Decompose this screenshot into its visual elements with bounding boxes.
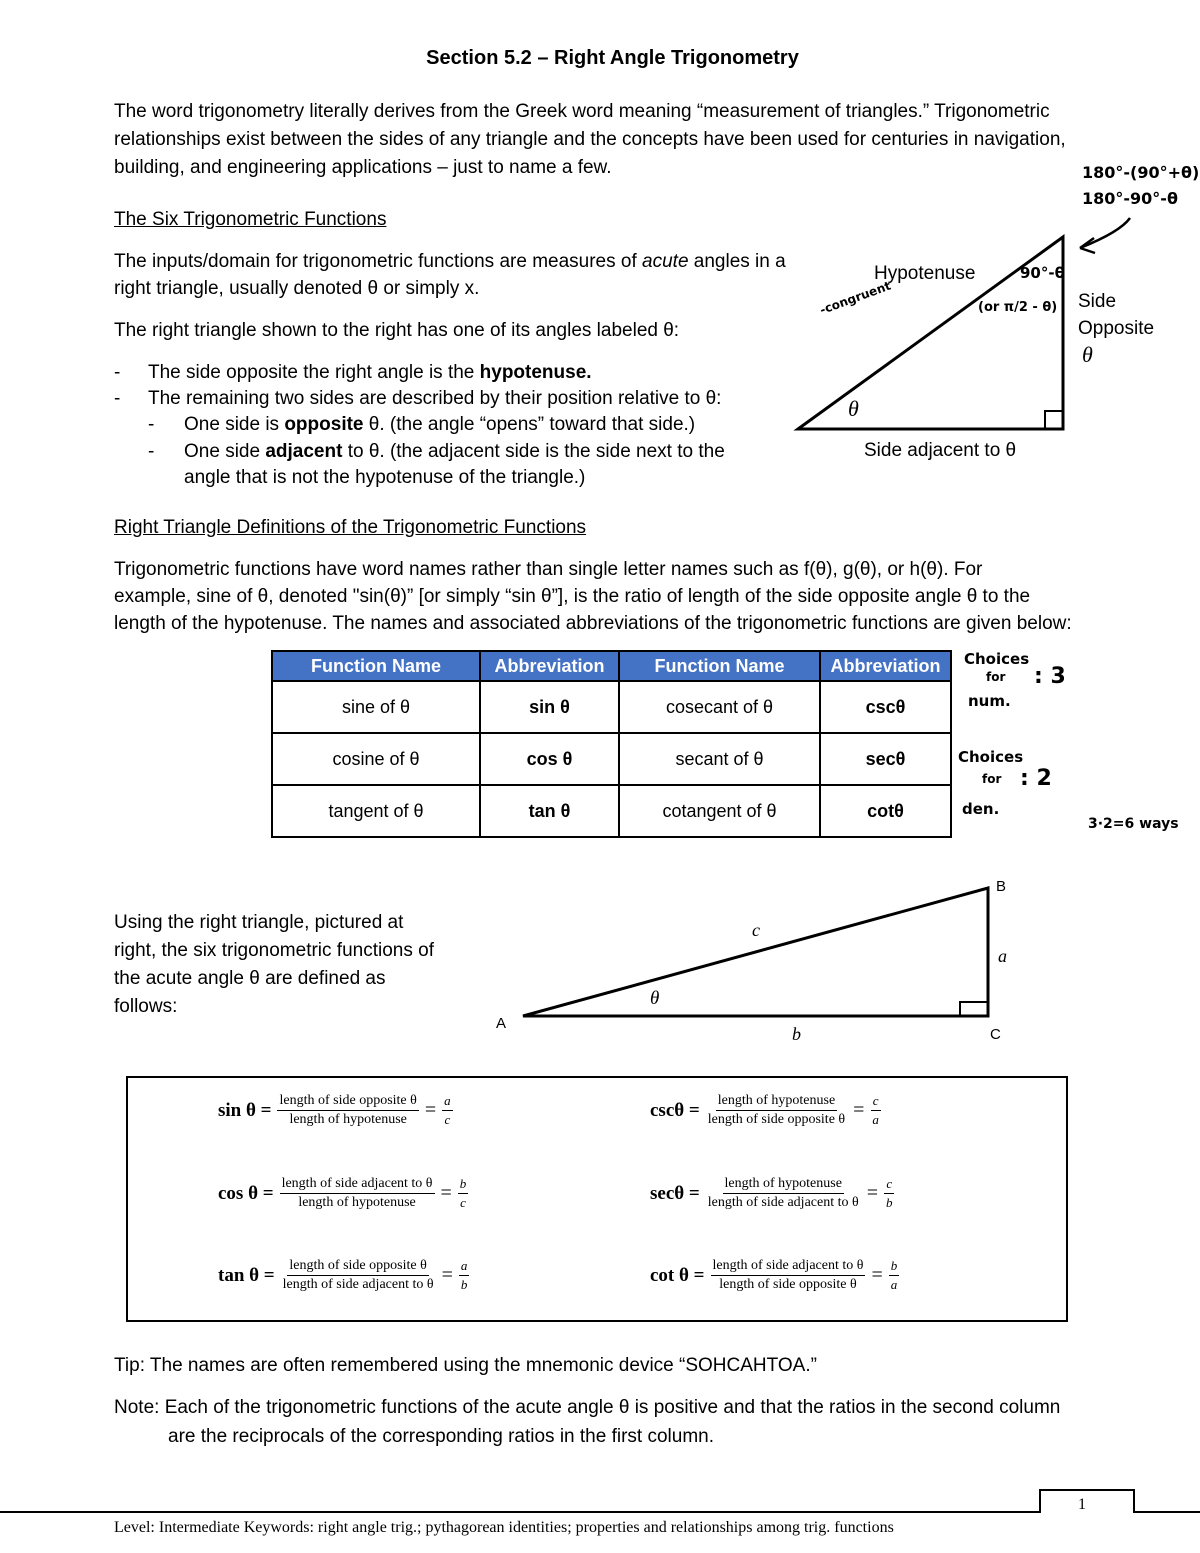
table-row xyxy=(272,681,951,733)
hand-den: den. xyxy=(962,800,1000,818)
tip-text: Tip: The names are often remembered using the mnemonic device “SOHCAHTOA.” xyxy=(114,1355,817,1376)
ratio-numerator: b xyxy=(889,1258,900,1276)
footer-keywords: Level: Intermediate Keywords: right angle trig.; pythagorean identities; properties and relationships among trig. functions xyxy=(114,1519,894,1536)
fraction-numerator: length of hypotenuse xyxy=(716,1093,837,1111)
fraction xyxy=(706,1176,861,1211)
adjacent-bold: adjacent xyxy=(265,441,343,462)
hand-num: num. xyxy=(968,692,1011,710)
bullet-text: θ. (the angle “opens” toward that side.) xyxy=(363,414,696,435)
fraction xyxy=(280,1176,435,1211)
header-function-name: Function Name xyxy=(272,651,480,681)
table-cell: tangent of θ xyxy=(272,785,480,837)
table-cell: cotangent of θ xyxy=(619,785,820,837)
bullet-remaining-sides: The remaining two sides are described by their position relative to θ: xyxy=(148,388,722,409)
acute-emphasis: acute xyxy=(642,251,689,272)
table-cell: tan θ xyxy=(480,785,619,837)
equals-sign: = xyxy=(440,1182,452,1204)
fraction-denominator: length of side opposite θ xyxy=(719,1277,857,1292)
ratio-numerator: a xyxy=(459,1258,470,1276)
hand-for-1: for xyxy=(986,670,1006,684)
formula-lhs: cos θ = xyxy=(218,1182,274,1204)
definitions-heading: Right Triangle Definitions of the Trigonometric Functions xyxy=(114,517,587,538)
ratio-fraction xyxy=(458,1176,469,1211)
equals-sign: = xyxy=(866,1182,878,1204)
ratio-denominator: a xyxy=(890,1277,898,1292)
using-line-4: follows: xyxy=(114,996,178,1017)
formula-cos xyxy=(218,1176,468,1211)
ratio-numerator: a xyxy=(442,1093,453,1111)
table-cell: cotθ xyxy=(820,785,951,837)
formula-lhs: secθ = xyxy=(650,1182,700,1204)
fraction-numerator: length of hypotenuse xyxy=(723,1176,844,1194)
triangle-intro-paragraph: The right triangle shown to the right has one of its angles labeled θ: xyxy=(114,320,680,341)
hand-for-2: for xyxy=(982,772,1002,786)
sub-bullet-adjacent-line-2: angle that is not the hypotenuse of the triangle.) xyxy=(184,467,586,488)
fraction xyxy=(706,1093,847,1128)
footer-tab-line xyxy=(0,1490,1200,1512)
bullet-text: One side xyxy=(184,441,266,462)
domain-text-end: angles in a xyxy=(688,251,786,272)
fraction xyxy=(711,1258,866,1293)
ratio-denominator: a xyxy=(872,1112,879,1127)
domain-paragraph-line-1 xyxy=(114,248,786,276)
formula-tan xyxy=(218,1258,469,1293)
side-label: Side xyxy=(1078,291,1117,312)
note-line-2: are the reciprocals of the corresponding ratios in the first column. xyxy=(168,1426,714,1447)
formula-lhs: tan θ = xyxy=(218,1264,275,1286)
header-abbreviation: Abbreviation xyxy=(820,651,951,681)
formula-lhs: sin θ = xyxy=(218,1099,272,1121)
ratio-fraction xyxy=(889,1258,900,1293)
sub-bullet-dash: - xyxy=(148,441,155,462)
adjacent-label: Side adjacent to θ xyxy=(864,440,1017,461)
fraction-numerator: length of side adjacent to θ xyxy=(280,1176,435,1194)
ratio-fraction xyxy=(442,1093,453,1128)
triangle-abc-figure xyxy=(500,870,1020,1050)
triangle-abc-outline xyxy=(523,888,988,1016)
table-cell: cscθ xyxy=(820,681,951,733)
ratio-numerator: c xyxy=(884,1176,894,1194)
ratio-numerator: b xyxy=(458,1176,469,1194)
vertex-c-label: C xyxy=(990,1026,1001,1043)
ratio-denominator: b xyxy=(885,1195,893,1210)
equals-sign: = xyxy=(424,1099,437,1121)
pi-half-note: (or π/2 - θ) xyxy=(978,300,1058,315)
ratio-fraction xyxy=(459,1258,470,1293)
angle-sum-note-1: 180°-(90°+θ) xyxy=(1082,163,1200,182)
table-cell: cosine of θ xyxy=(272,733,480,785)
table-cell: secθ xyxy=(820,733,951,785)
bullet-text: One side is xyxy=(184,414,285,435)
angle-sum-note-2: 180°-90°-θ xyxy=(1082,189,1178,208)
equals-sign: = xyxy=(853,1099,865,1121)
bullet-hypotenuse xyxy=(148,359,592,387)
fraction-denominator: length of hypotenuse xyxy=(289,1112,407,1127)
ratio-fraction xyxy=(870,1093,881,1128)
vertex-b-label: B xyxy=(996,878,1007,895)
table-cell: cos θ xyxy=(480,733,619,785)
table-cell: cosecant of θ xyxy=(619,681,820,733)
complement-angle-note: 90°-θ xyxy=(1020,264,1065,282)
vertex-a-label: A xyxy=(496,1015,507,1032)
hand-ways: 3·2=6 ways xyxy=(1088,816,1179,832)
opposite-theta: θ xyxy=(1082,342,1093,367)
opposite-bold: opposite xyxy=(284,414,364,435)
sub-bullet-adjacent xyxy=(184,438,725,466)
ratio-fraction xyxy=(884,1176,895,1211)
ratio-numerator: c xyxy=(871,1093,881,1111)
domain-paragraph-line-2: right triangle, usually denoted θ or simply x. xyxy=(114,278,480,299)
fraction-numerator: length of side opposite θ xyxy=(277,1093,418,1111)
function-table xyxy=(271,650,952,838)
using-line-2: right, the six trigonometric functions of xyxy=(114,940,434,961)
angle-theta-label: θ xyxy=(650,988,660,1009)
equals-sign: = xyxy=(871,1264,883,1286)
page-number: 1 xyxy=(1078,1496,1086,1513)
sub-bullet-opposite xyxy=(184,411,695,439)
footer-rule xyxy=(0,1486,1200,1516)
hand-two: : 2 xyxy=(1020,766,1052,791)
definitions-line-3: length of the hypotenuse. The names and associated abbreviations of the trigonometric functions are given below: xyxy=(114,613,1072,634)
bullet-text: to θ. (the adjacent side is the side next to the xyxy=(342,441,725,462)
fraction-denominator: length of side adjacent to θ xyxy=(282,1277,434,1292)
using-line-1: Using the right triangle, pictured at xyxy=(114,912,404,933)
hand-choices-1: Choices xyxy=(964,650,1030,668)
formula-lhs: cscθ = xyxy=(650,1099,700,1121)
ratio-denominator: c xyxy=(444,1112,451,1127)
ratio-denominator: c xyxy=(460,1195,466,1210)
hand-choices-2: Choices xyxy=(958,748,1024,766)
fraction xyxy=(281,1258,436,1293)
table-cell: sin θ xyxy=(480,681,619,733)
formula-sin xyxy=(218,1093,453,1128)
definitions-line-2: example, sine of θ, denoted "sin(θ)” [or simply “sin θ”], is the ratio of length of the side opposite angle θ to the xyxy=(114,586,1031,607)
angle-theta: θ xyxy=(848,396,859,421)
table-header-row xyxy=(272,651,951,681)
hand-three: : 3 xyxy=(1034,664,1066,689)
table-cell: secant of θ xyxy=(619,733,820,785)
fraction-denominator: length of side adjacent to θ xyxy=(707,1195,859,1210)
table-row xyxy=(272,733,951,785)
definitions-line-1: Trigonometric functions have word names rather than single letter names such as f(θ), g(θ), or h(θ). For xyxy=(114,559,983,580)
bullet-text: The side opposite the right angle is the xyxy=(148,362,480,383)
side-b-label: b xyxy=(792,1024,801,1044)
side-a-label: a xyxy=(998,946,1007,966)
bullet-dash: - xyxy=(114,388,121,409)
fraction-numerator: length of side adjacent to θ xyxy=(711,1258,866,1276)
fraction-numerator: length of side opposite θ xyxy=(287,1258,428,1276)
intro-line-2: relationships exist between the sides of any triangle and the concepts have been used for centuries in navigation, xyxy=(114,129,1066,150)
table-row xyxy=(272,785,951,837)
formula-sec xyxy=(650,1176,894,1211)
side-c-label: c xyxy=(752,920,760,940)
right-angle-marker xyxy=(960,1002,988,1016)
six-functions-heading: The Six Trigonometric Functions xyxy=(114,209,387,230)
bullet-dash: - xyxy=(114,362,121,383)
congruent-note: -congruent xyxy=(818,278,893,318)
opposite-label: Opposite xyxy=(1078,318,1155,339)
using-line-3: the acute angle θ are defined as xyxy=(114,968,386,989)
page-title: Section 5.2 – Right Angle Trigonometry xyxy=(426,47,799,69)
fraction-denominator: length of hypotenuse xyxy=(298,1195,416,1210)
intro-line-3: building, and engineering applications – just to name a few. xyxy=(114,157,612,178)
hypotenuse-label: Hypotenuse xyxy=(874,263,976,284)
note-line-1: Note: Each of the trigonometric functions of the acute angle θ is positive and that the ratios in the second column xyxy=(114,1397,1061,1418)
right-angle-marker xyxy=(1045,411,1063,429)
fraction xyxy=(277,1093,418,1128)
equals-sign: = xyxy=(441,1264,453,1286)
table-cell: sine of θ xyxy=(272,681,480,733)
intro-line-1: The word trigonometry literally derives from the Greek word meaning “measurement of triangles.” Trigonometric xyxy=(114,101,1050,122)
sub-bullet-dash: - xyxy=(148,414,155,435)
formula-lhs: cot θ = xyxy=(650,1264,705,1286)
domain-text: The inputs/domain for trigonometric functions are measures of xyxy=(114,251,643,272)
fraction-denominator: length of side opposite θ xyxy=(707,1112,846,1127)
formula-csc xyxy=(650,1093,881,1128)
formula-cot xyxy=(650,1258,899,1293)
header-abbreviation: Abbreviation xyxy=(480,651,619,681)
hypotenuse-bold: hypotenuse. xyxy=(479,362,592,383)
ratio-denominator: b xyxy=(460,1277,468,1292)
header-function-name: Function Name xyxy=(619,651,820,681)
